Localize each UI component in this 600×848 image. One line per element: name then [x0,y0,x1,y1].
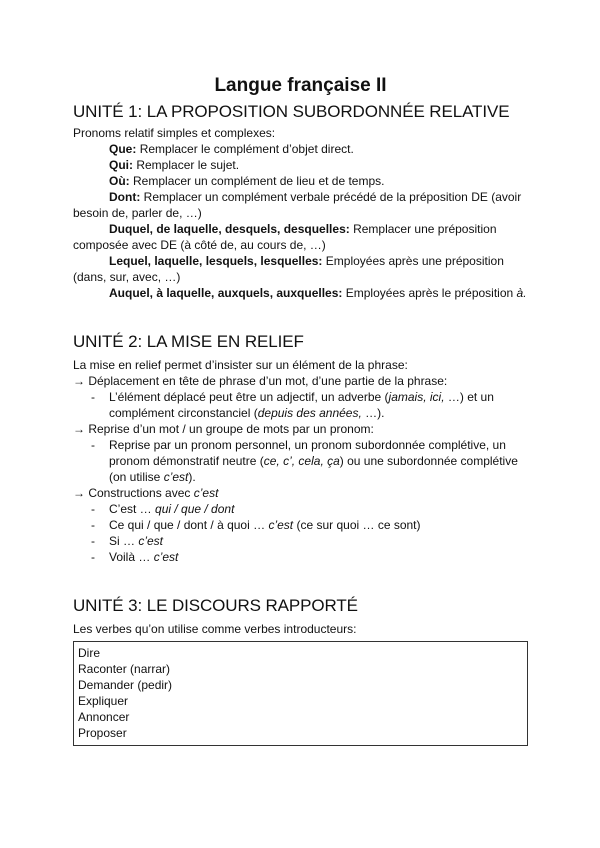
arrow-point [73,373,528,389]
unit1-heading: UNITÉ 1: LA PROPOSITION SUBORDONNÉE RELATIVE [73,102,510,121]
arrow-icon: → [73,422,85,436]
unit1-item [73,157,528,173]
item-desc-end: à. [516,286,527,300]
arrow-point [73,421,528,437]
unit3-heading: UNITÉ 3: LE DISCOURS RAPPORTÉ [73,596,358,615]
verb-item: Annoncer [78,710,130,724]
arrow-point: → Constructions avec c’est [73,486,219,500]
unit3-intro: Les verbes qu’on utilise comme verbes introducteurs: [73,622,357,636]
unit1-item [73,221,528,253]
unit1-item [73,253,528,285]
arrow-text: Déplacement en tête de phrase d’un mot, d’une partie de la phrase: [88,374,448,388]
item-term: Auquel, à laquelle, auxquels, auxquelles: [109,286,343,300]
item-term: Dont: [109,190,141,204]
arrow-icon: → [73,486,85,500]
dash-icon: - [91,550,95,564]
page-title: Langue française II [214,75,387,96]
dash-icon: - [91,502,95,516]
verb-item: Proposer [78,726,127,740]
dash-item: - Si … c’est [91,534,164,548]
arrow-icon: → [73,374,85,388]
dash-item: - Voilà … c’est [91,550,179,564]
item-desc: Remplacer le complément d’objet direct. [139,142,354,156]
item-term: Duquel, de laquelle, desquels, desquelles: [109,222,350,236]
dash-item: - Ce qui / que / dont / à quoi … c’est (ce sur quoi … ce sont) [91,518,421,532]
unit1-item [73,189,528,221]
item-term: Lequel, laquelle, lesquels, lesquelles: [109,254,323,268]
unit1-item [73,173,528,189]
dash-list [73,501,528,565]
unit2-heading: UNITÉ 2: LA MISE EN RELIEF [73,332,304,351]
item-desc: Remplacer une préposition composée avec DE (à côté de, au cours de, …) [73,222,497,252]
dash-icon: - [91,534,95,548]
item-desc: Remplacer un complément verbale précédé de la préposition DE (avoir besoin de, parler de, …) [73,190,522,220]
dash-item: - C’est … qui / que / dont [91,502,235,516]
dash-item: - L’élément déplacé peut être un adjectif, un adverbe (jamais, ici, …) et un complément circonstanciel (depuis des années, …). [91,390,494,420]
dash-icon: - [91,518,95,532]
item-desc: Remplacer le sujet. [136,158,240,172]
dash-icon: - [91,390,95,404]
verb-item: Dire [78,646,101,660]
verb-item: Raconter (narrar) [78,662,171,676]
dash-icon: - [91,438,95,452]
item-term: Qui: [109,158,133,172]
verb-item: Expliquer [78,694,129,708]
dash-item: - Reprise par un pronom personnel, un pronom subordonnée complétive, un pronom démonstratif neutre (ce, c’, cela, ça) ou une subordonnée complétive (on utilise c’est). [91,438,518,484]
unit1-item [73,285,528,301]
verb-item: Demander (pedir) [78,678,173,692]
verbs-box [73,641,528,746]
arrow-text: Reprise d’un mot / un groupe de mots par un pronom: [88,422,374,436]
item-term: Que: [109,142,137,156]
unit1-intro: Pronoms relatif simples et complexes: [73,126,276,140]
document-page [73,74,528,746]
item-desc: Employées après le préposition [345,286,514,300]
item-desc: Employées après une préposition (dans, sur, avec, …) [73,254,504,284]
unit2-intro: La mise en relief permet d’insister sur un élément de la phrase: [73,358,408,372]
unit1-item [73,141,528,157]
item-term: Où: [109,174,130,188]
item-desc: Remplacer un complément de lieu et de temps. [133,174,385,188]
dash-list [73,389,528,421]
dash-list [73,437,528,485]
